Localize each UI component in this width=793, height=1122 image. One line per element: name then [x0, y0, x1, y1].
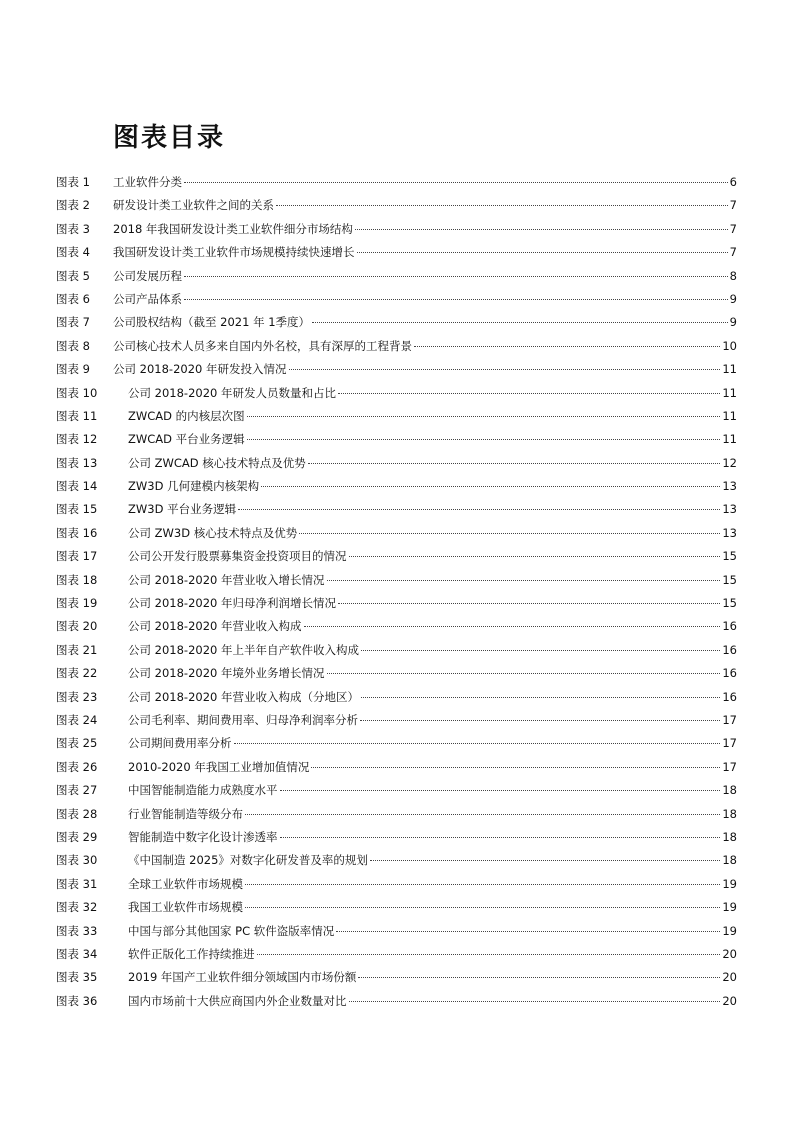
toc-entry[interactable] [56, 265, 737, 288]
figure-label: 图表 1 [56, 175, 90, 189]
leader-dots [276, 205, 728, 206]
leader-dots [184, 182, 728, 183]
leader-dots [308, 463, 721, 464]
toc-entry[interactable] [56, 569, 737, 592]
page-number: 16 [722, 619, 737, 634]
toc-entry[interactable] [56, 990, 737, 1013]
leader-dots [349, 556, 721, 557]
figure-title: 《中国制造 2025》对数字化研发普及率的规划 [128, 853, 368, 868]
toc-entry[interactable] [56, 382, 737, 405]
toc-entry[interactable] [56, 873, 737, 896]
page-number: 19 [722, 900, 737, 915]
toc-entry[interactable] [56, 358, 737, 381]
toc-entry[interactable] [56, 849, 737, 872]
page-number: 15 [722, 596, 737, 611]
figure-title: 公司毛利率、期间费用率、归母净利润率分析 [128, 712, 358, 727]
figure-label: 图表 5 [56, 268, 90, 283]
page-number: 13 [722, 502, 737, 517]
toc-entry[interactable] [56, 896, 737, 919]
figure-title: ZWCAD 的内核层次图 [128, 408, 245, 423]
toc-entry[interactable] [56, 498, 737, 521]
figure-title: 公司发展历程 [113, 268, 182, 283]
toc-entry[interactable] [56, 405, 737, 428]
leader-dots [327, 673, 721, 674]
toc-entry[interactable] [56, 779, 737, 802]
figure-title: 公司 2018-2020 年营业收入构成（分地区） [128, 689, 359, 704]
figure-label: 图表 17 [56, 549, 98, 564]
figure-title: 我国研发设计类工业软件市场规模持续快速增长 [113, 245, 355, 260]
figure-title: 公司产品体系 [113, 291, 182, 306]
page-number: 19 [722, 923, 737, 938]
figure-label: 图表 26 [56, 759, 98, 774]
figure-title: 全球工业软件市场规模 [128, 876, 243, 891]
toc-entry[interactable] [56, 522, 737, 545]
toc-entry[interactable] [56, 826, 737, 849]
toc-entry[interactable] [56, 428, 737, 451]
page-number: 20 [722, 970, 737, 985]
figure-label: 图表 36 [56, 993, 98, 1008]
figure-label: 图表 22 [56, 666, 98, 681]
figure-title: 2019 年国产工业软件细分领域国内市场份额 [128, 970, 357, 985]
page-number: 11 [722, 432, 737, 447]
page-number: 20 [722, 993, 737, 1008]
leader-dots [238, 509, 720, 510]
figure-title: 公司核心技术人员多来自国内外名校，具有深厚的工程背景 [113, 338, 412, 353]
toc-entry[interactable] [56, 241, 737, 264]
page-number: 19 [722, 876, 737, 891]
leader-dots [360, 720, 720, 721]
figure-label: 图表 16 [56, 525, 98, 540]
page-number: 13 [722, 525, 737, 540]
leader-dots [247, 416, 721, 417]
figure-label: 图表 7 [56, 315, 90, 330]
leader-dots [338, 393, 720, 394]
figure-label: 图表 9 [56, 362, 90, 377]
figure-label: 图表 30 [56, 853, 98, 868]
leader-dots [289, 369, 721, 370]
page-number: 7 [729, 198, 737, 213]
leader-dots [311, 767, 720, 768]
page-number: 7 [729, 221, 737, 236]
leader-dots [304, 626, 721, 627]
figure-label: 图表 35 [56, 970, 98, 985]
toc-entry[interactable] [56, 686, 737, 709]
figure-label: 图表 2 [56, 198, 90, 213]
figure-label: 图表 29 [56, 829, 98, 844]
toc-entry[interactable] [56, 311, 737, 334]
page-number: 18 [722, 829, 737, 844]
figure-label: 图表 21 [56, 642, 98, 657]
page-number: 15 [722, 549, 737, 564]
figure-index-list [56, 171, 737, 1013]
page-number: 17 [722, 759, 737, 774]
figure-title: ZWCAD 平台业务逻辑 [128, 432, 245, 447]
figure-title: 公司期间费用率分析 [128, 736, 232, 751]
leader-dots [357, 252, 728, 253]
toc-entry[interactable] [56, 709, 737, 732]
toc-entry[interactable] [56, 732, 737, 755]
figure-title: ZW3D 几何建模内核架构 [128, 479, 260, 494]
toc-entry[interactable] [56, 639, 737, 662]
toc-entry[interactable] [56, 194, 737, 217]
page-number: 6 [729, 175, 737, 189]
page-number: 15 [722, 572, 737, 587]
figure-label: 图表 23 [56, 689, 98, 704]
page-number: 20 [722, 946, 737, 961]
figure-label: 图表 6 [56, 291, 90, 306]
page-number: 8 [729, 268, 737, 283]
figure-title: 公司 2018-2020 年研发投入情况 [113, 362, 287, 377]
page-number: 18 [722, 783, 737, 798]
figure-title: 2010-2020 年我国工业增加值情况 [128, 759, 310, 774]
toc-entry[interactable] [56, 288, 737, 311]
figure-label: 图表 14 [56, 479, 98, 494]
toc-entry[interactable] [56, 171, 737, 194]
figure-title: 研发设计类工业软件之间的关系 [113, 198, 274, 213]
page-title: 图表目录 [113, 123, 226, 153]
leader-dots [184, 299, 728, 300]
figure-label: 图表 32 [56, 900, 98, 915]
page-number: 18 [722, 853, 737, 868]
figure-label: 图表 31 [56, 876, 98, 891]
leader-dots [280, 790, 721, 791]
figure-label: 图表 13 [56, 455, 98, 470]
leader-dots [280, 837, 721, 838]
figure-label: 图表 24 [56, 712, 98, 727]
leader-dots [336, 931, 720, 932]
figure-title: 2018 年我国研发设计类工业软件细分市场结构 [113, 221, 353, 236]
leader-dots [245, 884, 720, 885]
figure-title: 公司公开发行股票募集资金投资项目的情况 [128, 549, 347, 564]
figure-label: 图表 3 [56, 221, 90, 236]
toc-entry[interactable] [56, 803, 737, 826]
figure-title: 国内市场前十大供应商国内外企业数量对比 [128, 993, 347, 1008]
toc-entry[interactable] [56, 335, 737, 358]
figure-title: 公司股权结构（截至 2021 年 1季度） [113, 315, 311, 330]
figure-label: 图表 34 [56, 946, 98, 961]
figure-label: 图表 4 [56, 245, 90, 260]
leader-dots [349, 1001, 721, 1002]
leader-dots [299, 533, 720, 534]
leader-dots [234, 743, 721, 744]
leader-dots [327, 580, 721, 581]
figure-label: 图表 19 [56, 596, 98, 611]
figure-title: 公司 ZWCAD 核心技术特点及优势 [128, 455, 306, 470]
page-number: 11 [722, 408, 737, 423]
figure-title: 公司 2018-2020 年研发人员数量和占比 [128, 385, 336, 400]
figure-label: 图表 25 [56, 736, 98, 751]
page-number: 13 [722, 479, 737, 494]
leader-dots [184, 276, 728, 277]
toc-entry[interactable] [56, 545, 737, 568]
figure-title: 公司 ZW3D 核心技术特点及优势 [128, 525, 298, 540]
figure-label: 图表 11 [56, 408, 98, 423]
figure-label: 图表 33 [56, 923, 98, 938]
leader-dots [245, 907, 720, 908]
page-number: 16 [722, 689, 737, 704]
page-number: 18 [722, 806, 737, 821]
figure-title: 行业智能制造等级分布 [128, 806, 243, 821]
leader-dots [257, 954, 721, 955]
leader-dots [370, 860, 720, 861]
page-number: 7 [729, 245, 737, 260]
leader-dots [361, 650, 720, 651]
page-number: 17 [722, 712, 737, 727]
page-number: 11 [722, 385, 737, 400]
figure-label: 图表 10 [56, 385, 98, 400]
toc-entry[interactable] [56, 475, 737, 498]
leader-dots [355, 229, 728, 230]
page-number: 16 [722, 666, 737, 681]
leader-dots [247, 439, 721, 440]
leader-dots [261, 486, 720, 487]
figure-title: 公司 2018-2020 年营业收入增长情况 [128, 572, 325, 587]
toc-entry[interactable] [56, 452, 737, 475]
toc-entry[interactable] [56, 920, 737, 943]
figure-title: 中国与部分其他国家 PC 软件盗版率情况 [128, 923, 335, 938]
page-number: 11 [722, 362, 737, 377]
leader-dots [358, 977, 720, 978]
leader-dots [414, 346, 720, 347]
toc-entry[interactable] [56, 943, 737, 966]
page-number: 16 [722, 642, 737, 657]
figure-label: 图表 28 [56, 806, 98, 821]
figure-label: 图表 12 [56, 432, 98, 447]
figure-title: 公司 2018-2020 年上半年自产软件收入构成 [128, 642, 359, 657]
figure-title: 智能制造中数字化设计渗透率 [128, 829, 278, 844]
page-number: 17 [722, 736, 737, 751]
toc-entry[interactable] [56, 662, 737, 685]
toc-entry[interactable] [56, 756, 737, 779]
figure-label: 图表 15 [56, 502, 98, 517]
figure-title: ZW3D 平台业务逻辑 [128, 502, 237, 517]
figure-label: 图表 27 [56, 783, 98, 798]
toc-entry[interactable] [56, 592, 737, 615]
figure-title: 工业软件分类 [113, 175, 182, 189]
figure-title: 中国智能制造能力成熟度水平 [128, 783, 278, 798]
figure-title: 软件正版化工作持续推进 [128, 946, 255, 961]
page-number: 9 [729, 291, 737, 306]
page-number: 12 [722, 455, 737, 470]
figure-label: 图表 20 [56, 619, 98, 634]
toc-entry[interactable] [56, 615, 737, 638]
figure-title: 我国工业软件市场规模 [128, 900, 243, 915]
toc-entry[interactable] [56, 218, 737, 241]
toc-entry[interactable] [56, 966, 737, 989]
page-number: 10 [722, 338, 737, 353]
page-number: 9 [729, 315, 737, 330]
leader-dots [361, 697, 720, 698]
leader-dots [338, 603, 720, 604]
figure-title: 公司 2018-2020 年境外业务增长情况 [128, 666, 325, 681]
figure-title: 公司 2018-2020 年归母净利润增长情况 [128, 596, 336, 611]
figure-title: 公司 2018-2020 年营业收入构成 [128, 619, 302, 634]
leader-dots [245, 814, 720, 815]
figure-label: 图表 18 [56, 572, 98, 587]
figure-label: 图表 8 [56, 338, 90, 353]
leader-dots [312, 322, 728, 323]
